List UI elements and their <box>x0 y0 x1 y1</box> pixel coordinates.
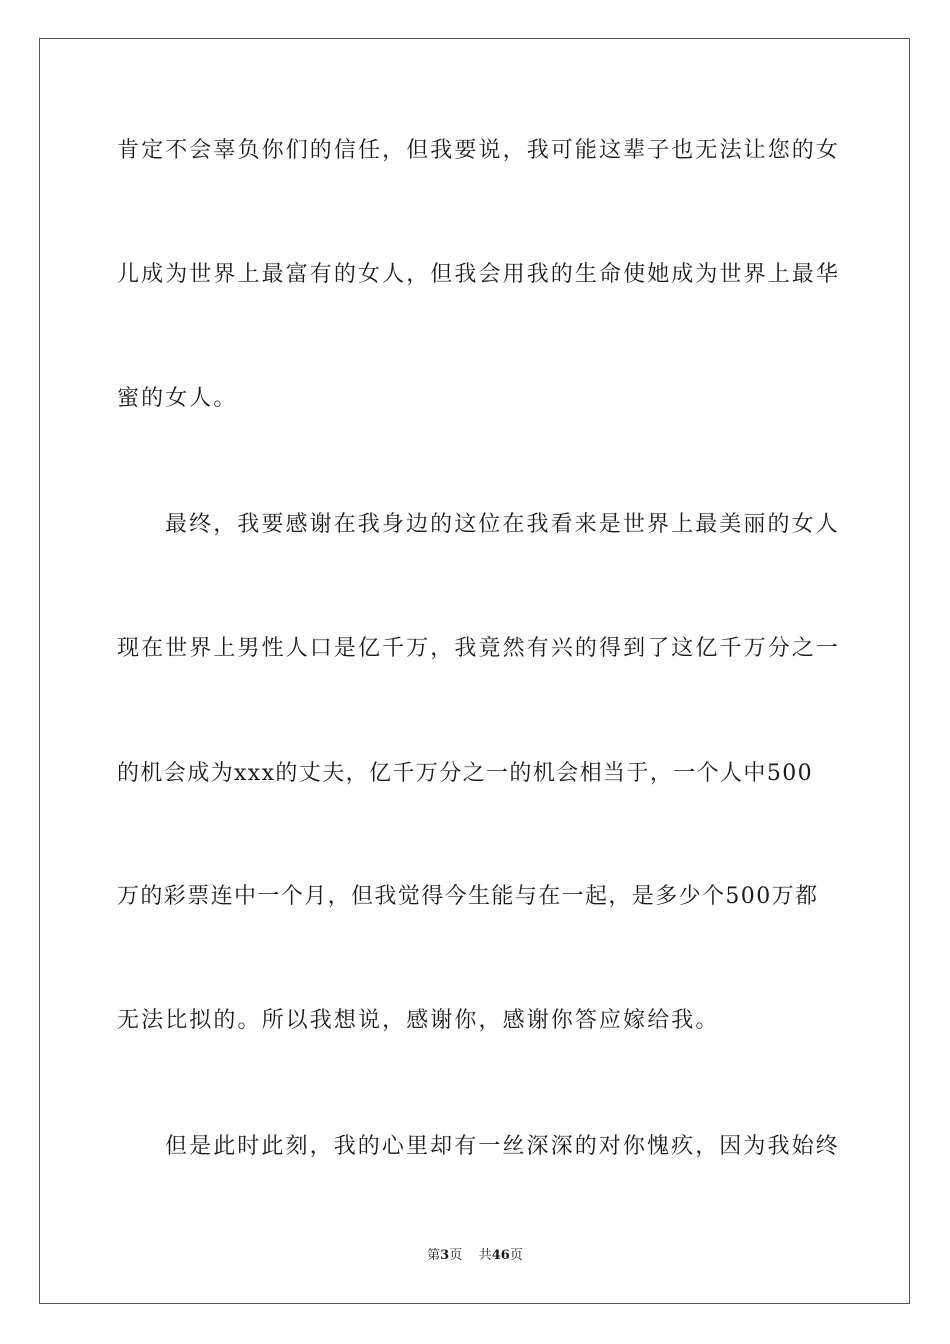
page-footer <box>0 1246 950 1266</box>
text-line: 但是此时此刻，我的心里却有一丝深深的对你愧疚，因为我始终 <box>165 1134 840 1159</box>
total-prefix: 共 <box>478 1248 492 1263</box>
text-line: 万的彩票连中一个月，但我觉得今生能与在一起，是多少个500万都 <box>117 884 819 909</box>
page-number: 3 <box>440 1248 450 1263</box>
page-prefix: 第 <box>427 1248 441 1263</box>
page-suffix: 页 <box>449 1248 463 1263</box>
text-line: 儿成为世界上最富有的女人，但我会用我的生命使她成为世界上最华 <box>117 262 841 287</box>
total-pages: 46 <box>491 1248 510 1263</box>
text-line: 最终，我要感谢在我身边的这位在我看来是世界上最美丽的女人 <box>165 512 840 537</box>
text-line: 现在世界上男性人口是亿千万，我竟然有兴的得到了这亿千万分之一 <box>117 636 841 661</box>
page-border <box>39 38 910 1304</box>
text-line: 无法比拟的。所以我想说，感谢你，感谢你答应嫁给我。 <box>117 1008 720 1033</box>
text-line: 肯定不会辜负你们的信任，但我要说，我可能这辈子也无法让您的女 <box>117 138 841 163</box>
text-line: 的机会成为xxx的丈夫，亿千万分之一的机会相当于，一个人中500 <box>117 761 814 786</box>
total-suffix: 页 <box>509 1248 523 1263</box>
text-line: 蜜的女人。 <box>117 386 238 411</box>
